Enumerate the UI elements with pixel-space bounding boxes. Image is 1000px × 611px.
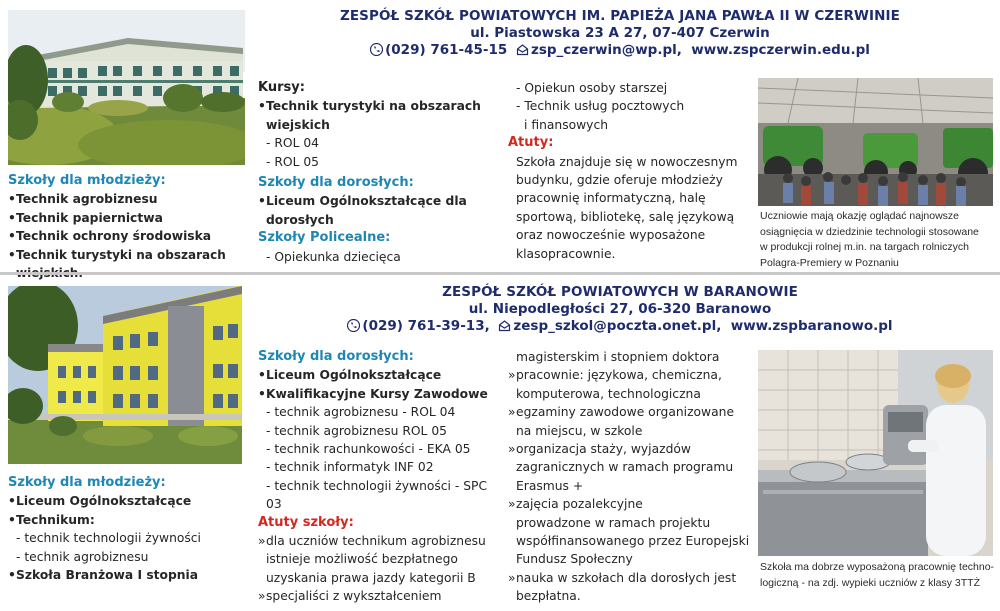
website-link[interactable]: www.zspbaranowo.pl — [730, 318, 893, 334]
assets-list — [508, 348, 753, 606]
list-item: • Liceum Ogólnokształcące dla — [258, 192, 498, 210]
list-item-cont: i finansowych — [524, 117, 609, 132]
email-icon — [498, 319, 511, 332]
assets-column — [508, 79, 748, 263]
contact-line — [300, 318, 940, 334]
courses-heading: Kursy: — [258, 80, 305, 95]
courses-column — [258, 79, 498, 266]
school-section-czerwin — [0, 0, 1000, 272]
list-item: » nauka w szkołach dla dorosłych jest — [508, 569, 753, 587]
list-subitem: - technik rachunkowości - EKA 05 — [266, 442, 471, 457]
list-subitem: - Opiekun osoby starszej — [516, 81, 668, 95]
list-item: • Technik turystyki na obszarach — [8, 246, 253, 283]
list-item: • Technikum: — [8, 511, 253, 529]
email-icon — [516, 43, 529, 56]
list-item: • Technik turystyki na obszarach — [258, 97, 498, 115]
list-subitem: - technik technologii żywności — [16, 531, 201, 546]
assets-column — [508, 348, 753, 606]
laboratory-photo — [758, 350, 993, 556]
assets-heading: Atuty: — [508, 135, 554, 151]
list-item: • Liceum Ogólnokształcące — [258, 366, 503, 384]
list-item: » organizacja staży, wyjazdów — [508, 440, 753, 458]
email-address[interactable]: zsp_czerwin@wp.pl, — [531, 42, 682, 58]
photo-caption: Szkoła ma dobrze wyposażoną pracownię techno- logiczną - na zdj. wypieki uczniów z klasy 3TTŻ — [760, 561, 995, 589]
website-link[interactable]: www.zspczerwin.edu.pl — [691, 42, 870, 58]
list-subitem: - technik technologii żywności - SPC 03 — [266, 478, 488, 512]
list-subitem: - technik agrobiznesu ROL 05 — [266, 423, 447, 438]
list-item: » pracownie: językowa, chemiczna, — [508, 366, 753, 384]
list-item: » specjaliści z wykształceniem — [258, 587, 503, 605]
assets-text: Szkoła znajduje się w nowoczesnym budynku, gdzie oferuje młodzieży pracownię informatyczną, halę sportową, bibliotekę, salę językową oraz nowocześnie wyposażone klasopracownie. — [516, 154, 738, 261]
assets-list — [258, 532, 503, 606]
adults-column — [258, 348, 503, 606]
list-item: Fundusz Społeczny — [516, 552, 633, 567]
youth-heading: Szkoły dla młodzieży: — [8, 173, 166, 188]
school-address: ul. Piastowska 23 A 27, 07-407 Czerwin — [470, 25, 770, 41]
list-item: • Szkoła Branżowa I stopnia — [8, 566, 253, 584]
agricultural-fair-photo — [758, 78, 993, 206]
school-section-baranowo — [0, 276, 1000, 611]
list-subitem: - ROL 05 — [266, 154, 319, 169]
school-header — [300, 8, 940, 58]
list-item: • Technik ochrony środowiska — [8, 227, 253, 245]
list-item: » dla uczniów technikum agrobiznesu — [258, 532, 503, 550]
list-item: Erasmus + — [516, 478, 584, 493]
list-subitem: - technik agrobiznesu — [16, 549, 149, 564]
list-subitem: - Technik usług pocztowych — [516, 99, 685, 114]
list-item: bezpłatna. — [516, 589, 581, 604]
photo-caption: Uczniowie mają okazję oglądać najnowsze osiągnięcia w dziedzinie technologii stosowane w produkcji rolnej m.in. na targach rolniczych Polagra-Premiery w Poznaniu — [760, 210, 979, 269]
list-item: współfinansowanego przez Europejski — [516, 534, 750, 549]
school-building-photo — [8, 286, 242, 464]
list-item: na miejscu, w szkole — [516, 423, 643, 438]
list-item: istnieje możliwość bezpłatnego — [266, 552, 458, 567]
list-item: magisterskim i stopniem doktora — [516, 350, 720, 364]
list-item-cont: dorosłych — [266, 212, 334, 227]
post-secondary-heading: Szkoły Policealne: — [258, 230, 391, 246]
list-subitem: - Opiekunka dziecięca — [266, 249, 401, 264]
youth-heading: Szkoły dla młodzieży: — [8, 475, 166, 490]
contact-line — [300, 42, 940, 58]
list-subitem: - technik agrobiznesu - ROL 04 — [266, 405, 456, 420]
school-building-photo — [8, 10, 245, 165]
school-name: ZESPÓŁ SZKÓŁ POWIATOWYCH IM. PAPIEŻA JANA PAWŁA II W CZERWINIE — [339, 8, 901, 24]
phone-number[interactable]: (029) 761-39-13, — [362, 318, 490, 334]
list-subitem: - ROL 04 — [266, 136, 319, 151]
list-item: • Technik papiernictwa — [8, 209, 253, 227]
youth-schools-list — [8, 474, 253, 584]
school-address: ul. Niepodległości 27, 06-320 Baranowo — [468, 301, 772, 317]
phone-icon — [347, 319, 360, 332]
list-item: » egzaminy zawodowe organizowane — [508, 403, 753, 421]
list-item: » zajęcia pozalekcyjne — [508, 495, 753, 513]
school-name: ZESPÓŁ SZKÓŁ POWIATOWYCH W BARANOWIE — [442, 284, 798, 300]
email-address[interactable]: zesp_szkol@poczta.onet.pl, — [513, 318, 722, 334]
adults-heading: Szkoły dla dorosłych: — [258, 175, 414, 191]
school-header — [300, 284, 940, 334]
adults-heading: Szkoły dla dorosłych: — [258, 349, 414, 364]
list-subitem: - technik informatyk INF 02 — [266, 460, 434, 475]
list-item: • Technik agrobiznesu — [8, 190, 253, 208]
list-item: komputerowa, technologiczna — [516, 386, 701, 401]
list-item-cont: wiejskich — [266, 117, 330, 132]
phone-icon — [370, 43, 383, 56]
list-item: prowadzone w ramach projektu — [516, 515, 711, 530]
list-item: • Kwalifikacyjne Kursy Zawodowe — [258, 385, 503, 403]
section-divider — [0, 272, 1000, 275]
phone-number[interactable]: (029) 761-45-15 — [385, 42, 508, 58]
list-item: • Liceum Ogólnokształcące — [8, 492, 253, 510]
list-item: uzyskania prawa jazdy kategorii B — [266, 570, 476, 585]
youth-schools-list — [8, 172, 253, 282]
assets-heading: Atuty szkoły: — [258, 514, 354, 530]
list-item: zagranicznych w ramach programu — [516, 460, 734, 475]
